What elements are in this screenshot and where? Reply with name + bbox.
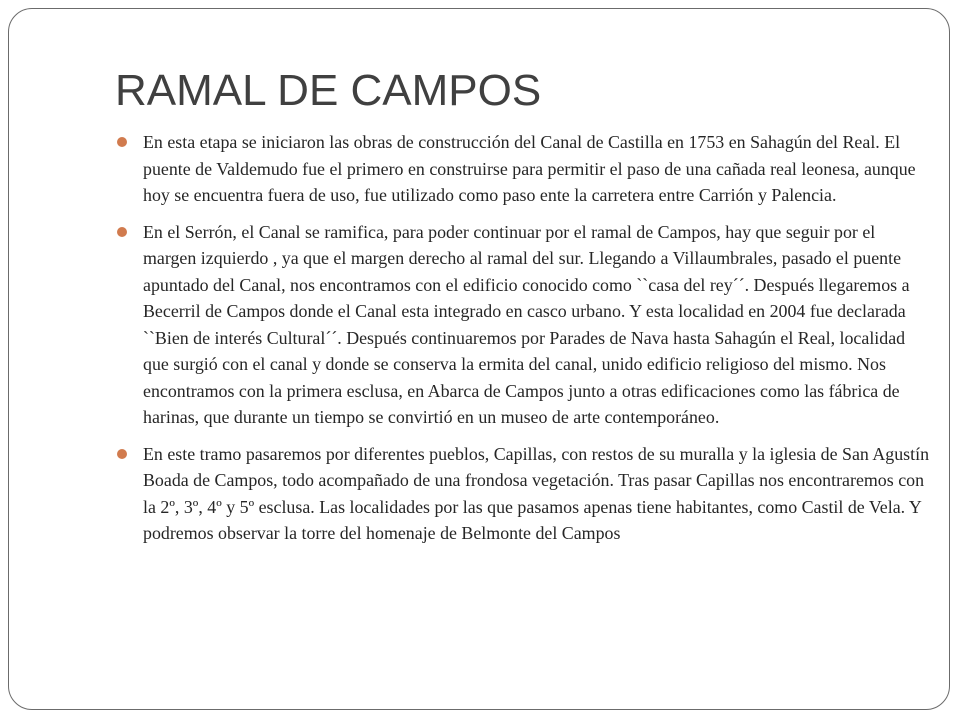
bullet-text: En el Serrón, el Canal se ramifica, para poder continuar por el ramal de Campos, hay que seguir por el margen izquierdo , ya que el margen derecho al ramal del sur. Llegando a Villaumbrales, pasado el puente apuntado del Canal, nos encontramos con el edificio conocido como ``casa del rey´´. Después llegaremos a Becerril de Campos donde el Canal esta integrado en casco urbano. Y esta localidad en 2004 fue declarada ``Bien de interés Cultural´´. Después continuaremos por Parades de Nava hasta Sahagún el Real, localidad que surgió con el canal y donde se conserva la ermita del canal, unido edificio religioso del mismo. Nos encontramos con la primera esclusa, en Abarca de Campos junto a otras edificaciones como las fábrica de harinas, que durante un tiempo se convirtió en un museo de arte contemporáneo. xyxy=(143,221,910,427)
bullet-dot-icon xyxy=(117,137,127,147)
bullet-item xyxy=(113,219,931,431)
bullet-item xyxy=(113,129,931,209)
bullet-text: En este tramo pasaremos por diferentes pueblos, Capillas, con restos de su muralla y la iglesia de San Agustín Boada de Campos, todo acompañado de una frondosa vegetación. Tras pasar Capillas nos encontraremos con la 2º, 3º, 4º y 5º esclusa. Las localidades por las que pasamos apenas tiene habitantes, como Castil de Vela. Y podremos observar la torre del homenaje de Belmonte del Campos xyxy=(143,443,930,543)
bullet-list xyxy=(113,129,931,557)
slide-title: RAMAL DE CAMPOS xyxy=(115,66,542,115)
bullet-text: En esta etapa se iniciaron las obras de construcción del Canal de Castilla en 1753 en Sahagún del Real. El puente de Valdemudo fue el primero en construirse para permitir el paso de una cañada real leonesa, aunque hoy se encuentra fuera de uso, fue utilizado como paso ente la carretera entre Carrión y Palencia. xyxy=(143,132,916,205)
bullet-item xyxy=(113,441,931,547)
bullet-dot-icon xyxy=(117,227,127,237)
bullet-dot-icon xyxy=(117,449,127,459)
slide-frame xyxy=(8,8,950,710)
